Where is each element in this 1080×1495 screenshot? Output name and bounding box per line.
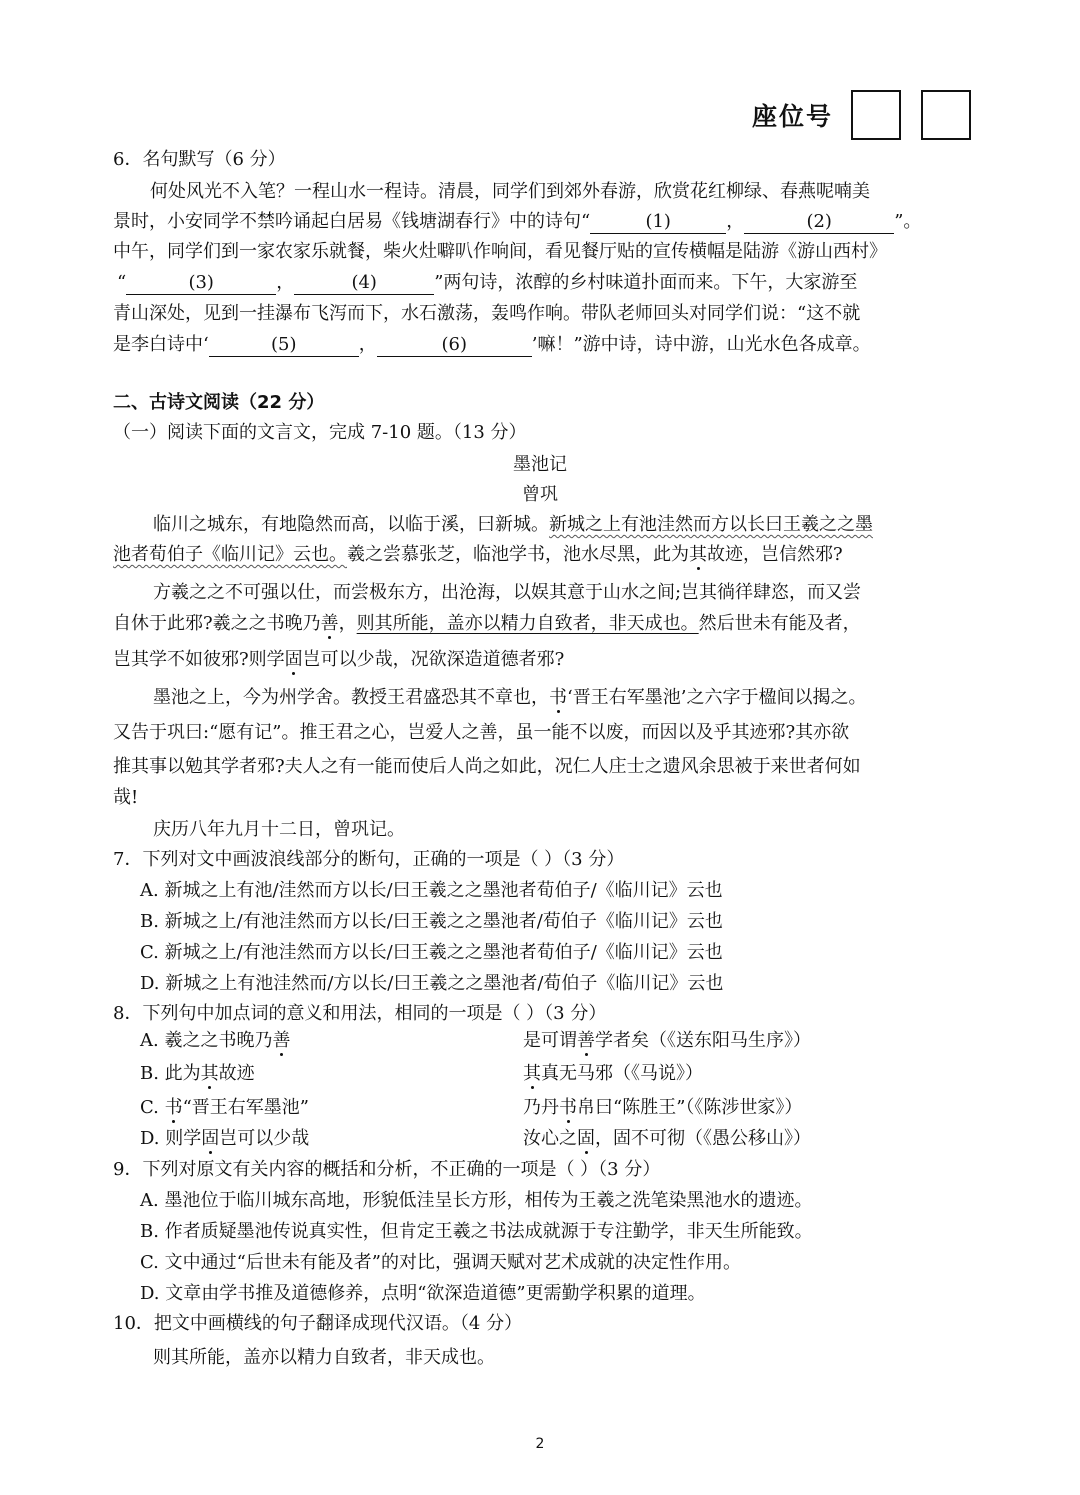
q7-stem: 7．下列对文中画波浪线部分的断句，正确的一项是（ ）（3 分） (113, 849, 625, 870)
q6-line-5: 青山深处，见到一挂瀑布飞泻而下，水石激荡，轰鸣作响。带队老师回头对同学们说：“这不就 (113, 303, 861, 324)
q7-option-c[interactable]: C. 新城之上/有池洼然而方以长/曰王羲之之墨池者荀伯子/《临川记》云也 (140, 942, 723, 963)
seat-box-1[interactable] (851, 90, 901, 140)
q10-sentence: 则其所能，盖亦以精力自致者，非天成也。 (153, 1347, 495, 1368)
section-2-title: 二、古诗文阅读（22 分） (113, 392, 325, 413)
blank-2[interactable]: (2) (744, 211, 894, 234)
q7-option-a[interactable]: A. 新城之上有池/洼然而方以长/曰王羲之之墨池者荀伯子/《临川记》云也 (140, 880, 723, 901)
blank-1[interactable]: (1) (590, 211, 726, 234)
wavy-underline-1: 新城之上有池洼然而方以长曰王羲之之墨 (549, 514, 873, 535)
seat-box-2[interactable] (921, 90, 971, 140)
q8-option-d-right: 汝心之固，固不可彻（《愚公移山》） (523, 1128, 811, 1149)
q10-stem: 10．把文中画横线的句子翻译成现代汉语。（4 分） (113, 1313, 523, 1334)
blank-3[interactable]: (3) (126, 272, 276, 295)
page-number: 2 (535, 1436, 545, 1452)
essay-p2-line1: 方羲之之不可强以仕，而尝极东方，出沧海，以娱其意于山水之间;岂其徜徉肆恣，而又尝 (153, 582, 862, 603)
essay-author: 曾巩 (522, 484, 558, 505)
part-1-intro: （一）阅读下面的文言文，完成 7-10 题。（13 分） (113, 422, 527, 443)
q8-option-c-right: 乃丹书帛曰“陈胜王”（《陈涉世家》） (523, 1097, 803, 1118)
dotted-char: 其 (523, 1063, 541, 1084)
dotted-char: 固 (284, 649, 303, 670)
blank-5[interactable]: (5) (209, 334, 359, 357)
essay-p3-line1: 墨池之上，今为州学舍。教授王君盛恐其不章也，书‘晋王右军墨池’之六字于楹间以揭之。 (153, 687, 867, 708)
q9-option-d[interactable]: D. 文章由学书推及道德修养，点明“欲深造道德”更需勤学积累的道理。 (140, 1283, 706, 1304)
essay-title: 墨池记 (513, 454, 567, 475)
essay-p2-line2: 自休于此邪?羲之之书晚乃善，则其所能，盖亦以精力自致者，非天成也。然后世未有能及者， (113, 613, 861, 634)
essay-p3-line2: 又告于巩曰:“愿有记”。推王君之心，岂爱人之善，虽一能不以废，而因以及乎其迹邪?其亦欲 (113, 722, 850, 743)
dotted-char: 书 (559, 1097, 577, 1118)
q6-line-2: 景时，小安同学不禁吟诵起白居易《钱塘湖春行》中的诗句“ (1) ， (2) ”。 (113, 211, 922, 232)
q9-option-b[interactable]: B. 作者质疑墨池传说真实性，但肯定王羲之书法成就源于专注勤学，非天生所能致。 (140, 1221, 813, 1242)
essay-p1-line1: 临川之城东，有地隐然而高，以临于溪，曰新城。新城之上有池洼然而方以长曰王羲之之墨 (153, 514, 873, 535)
dotted-char: 其 (689, 544, 707, 565)
q8-option-c-left[interactable]: C. 书“晋王右军墨池” (140, 1097, 309, 1118)
seat-number-area (752, 90, 991, 140)
dotted-char: 固 (577, 1128, 595, 1149)
q6-line-1: 何处风光不入笔？一程山水一程诗。清晨，同学们到郊外春游，欣赏花红柳绿、春燕呢喃美 (150, 181, 870, 202)
q6-title: 6．名句默写（6 分） (113, 149, 286, 170)
dotted-char: 书 (164, 1097, 183, 1118)
q8-stem: 8．下列句中加点词的意义和用法，相同的一项是（ ）（3 分） (113, 1003, 607, 1024)
q7-option-b[interactable]: B. 新城之上/有池洼然而方以长/曰王羲之之墨池者/荀伯子《临川记》云也 (140, 911, 723, 932)
essay-p3-line3: 推其事以勉其学者邪?夫人之有一能而使后人尚之如此，况仁人庄士之遗风余思被于来世者何如 (113, 756, 861, 777)
dotted-char: 书 (549, 687, 567, 708)
q9-stem: 9．下列对原文有关内容的概括和分析，不正确的一项是（ ）（3 分） (113, 1159, 661, 1180)
seat-label: 座位号 (752, 102, 834, 131)
essay-p3-line4: 哉! (113, 787, 139, 808)
blank-4[interactable]: (4) (294, 272, 434, 295)
q9-option-a[interactable]: A. 墨池位于临川城东高地，形貌低洼呈长方形，相传为王羲之洗笔染黑池水的遗迹。 (140, 1190, 813, 1211)
essay-p1-line2: 池者荀伯子《临川记》云也。羲之尝慕张芝，临池学书，池水尽黑，此为其故迹，岂信然邪? (113, 544, 843, 565)
q8-option-b-left[interactable]: B. 此为其故迹 (140, 1063, 255, 1084)
essay-p4: 庆历八年九月十二日，曾巩记。 (153, 819, 405, 840)
q7-option-d[interactable]: D. 新城之上有池洼然而/方以长/曰王羲之之墨池者/荀伯子《临川记》云也 (140, 973, 724, 994)
q6-line-6: 是李白诗中‘ (5) ， (6) ’嘛！”游中诗，诗中游，山光水色各成章。 (113, 334, 871, 355)
blank-6[interactable]: (6) (377, 334, 532, 357)
wavy-underline-2: 池者荀伯子《临川记》云也。 (113, 544, 347, 565)
dotted-char: 善 (272, 1030, 291, 1051)
q8-option-a-left[interactable]: A. 羲之之书晚乃善 (140, 1030, 291, 1051)
essay-p2-line3: 岂其学不如彼邪?则学固岂可以少哉，况欲深造道德者邪? (113, 649, 565, 670)
q6-line-4: “ (3) ， (4) ”两句诗，浓醇的乡村味道扑面而来。下午，大家游至 (117, 272, 858, 293)
dotted-char: 善 (577, 1030, 595, 1051)
q8-option-a-right: 是可谓善学者矣（《送东阳马生序》） (523, 1030, 811, 1051)
dotted-char: 善 (320, 613, 339, 634)
dotted-char: 固 (201, 1128, 220, 1149)
q9-option-c[interactable]: C. 文中通过“后世未有能及者”的对比，强调天赋对艺术成就的决定性作用。 (140, 1252, 741, 1273)
q8-option-b-right: 其真无马邪（《马说》） (523, 1063, 703, 1084)
q6-line-3: 中午，同学们到一家农家乐就餐，柴火灶噼叭作响间，看见餐厅贴的宣传横幅是陆游《游山西村》 (113, 241, 887, 262)
q8-option-d-left[interactable]: D. 则学固岂可以少哉 (140, 1128, 310, 1149)
straight-underline: 则其所能，盖亦以精力自致者，非天成也。 (356, 613, 699, 634)
dotted-char: 其 (200, 1063, 219, 1084)
